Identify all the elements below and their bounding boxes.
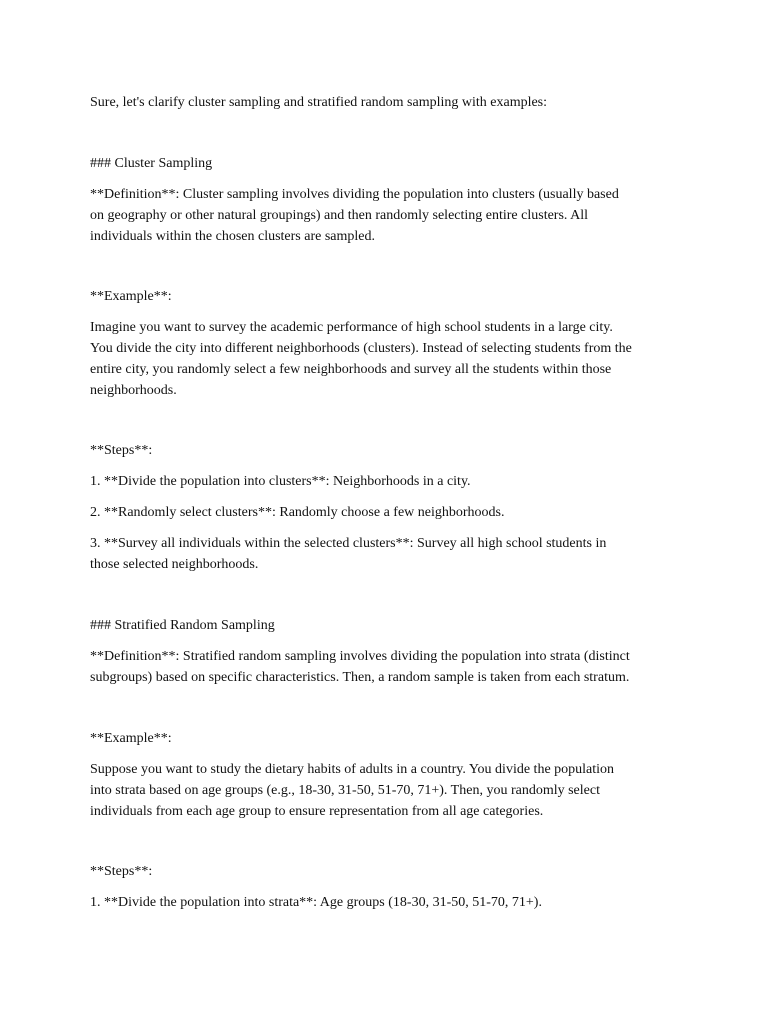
intro-line: Sure, let's clarify cluster sampling and stratified random sampling with examples: (90, 95, 548, 110)
stratified-step-1-text: 1. **Divide the population into strata**: Age groups (18-30, 31-50, 51-70, 71+). (90, 895, 542, 910)
cluster-example-line: You divide the city into different neighborhoods (clusters). Instead of selecting students from the (90, 341, 632, 356)
cluster-example-line: Imagine you want to survey the academic performance of high school students in a large city. (90, 320, 613, 335)
cluster-steps-label-text: **Steps**: (90, 443, 153, 458)
cluster-definition-line: **Definition**: Cluster sampling involves dividing the population into clusters (usually based (90, 187, 619, 202)
cluster-example-label-text: **Example**: (90, 289, 172, 304)
cluster-step-2-text: 2. **Randomly select clusters**: Randomly choose a few neighborhoods. (90, 505, 505, 520)
stratified-example-label (90, 728, 690, 749)
stratified-definition (90, 646, 690, 688)
cluster-step-3-line: 3. **Survey all individuals within the selected clusters**: Survey all high school students in (90, 536, 607, 551)
stratified-heading (90, 615, 690, 636)
intro-text (90, 92, 690, 113)
stratified-steps-label-text: **Steps**: (90, 864, 153, 879)
stratified-definition-line: subgroups) based on specific characteristics. Then, a random sample is taken from each stratum. (90, 670, 630, 685)
cluster-heading-text: ### Cluster Sampling (90, 156, 213, 171)
cluster-step-3-line: those selected neighborhoods. (90, 557, 259, 572)
stratified-step-1 (90, 892, 690, 913)
cluster-definition-line: on geography or other natural groupings) and then randomly selecting entire clusters. All (90, 208, 589, 223)
cluster-example-label (90, 286, 690, 307)
cluster-steps-label (90, 440, 690, 461)
cluster-step-3 (90, 533, 690, 575)
cluster-step-1 (90, 471, 690, 492)
cluster-step-2 (90, 502, 690, 523)
cluster-example (90, 317, 690, 401)
stratified-example-label-text: **Example**: (90, 731, 172, 746)
stratified-example-line: Suppose you want to study the dietary habits of adults in a country. You divide the population (90, 762, 615, 777)
stratified-example (90, 759, 690, 822)
stratified-heading-text: ### Stratified Random Sampling (90, 618, 275, 633)
cluster-heading (90, 153, 690, 174)
stratified-example-line: individuals from each age group to ensure representation from all age categories. (90, 804, 544, 819)
stratified-definition-line: **Definition**: Stratified random sampling involves dividing the population into strata (distinct (90, 649, 630, 664)
stratified-example-line: into strata based on age groups (e.g., 18-30, 31-50, 51-70, 71+). Then, you randomly select (90, 783, 600, 798)
cluster-example-line: entire city, you randomly select a few neighborhoods and survey all the students within those (90, 362, 612, 377)
stratified-steps-label (90, 861, 690, 882)
cluster-definition (90, 184, 690, 247)
cluster-step-1-text: 1. **Divide the population into clusters**: Neighborhoods in a city. (90, 474, 471, 489)
cluster-example-line: neighborhoods. (90, 383, 177, 398)
cluster-definition-line: individuals within the chosen clusters are sampled. (90, 229, 375, 244)
